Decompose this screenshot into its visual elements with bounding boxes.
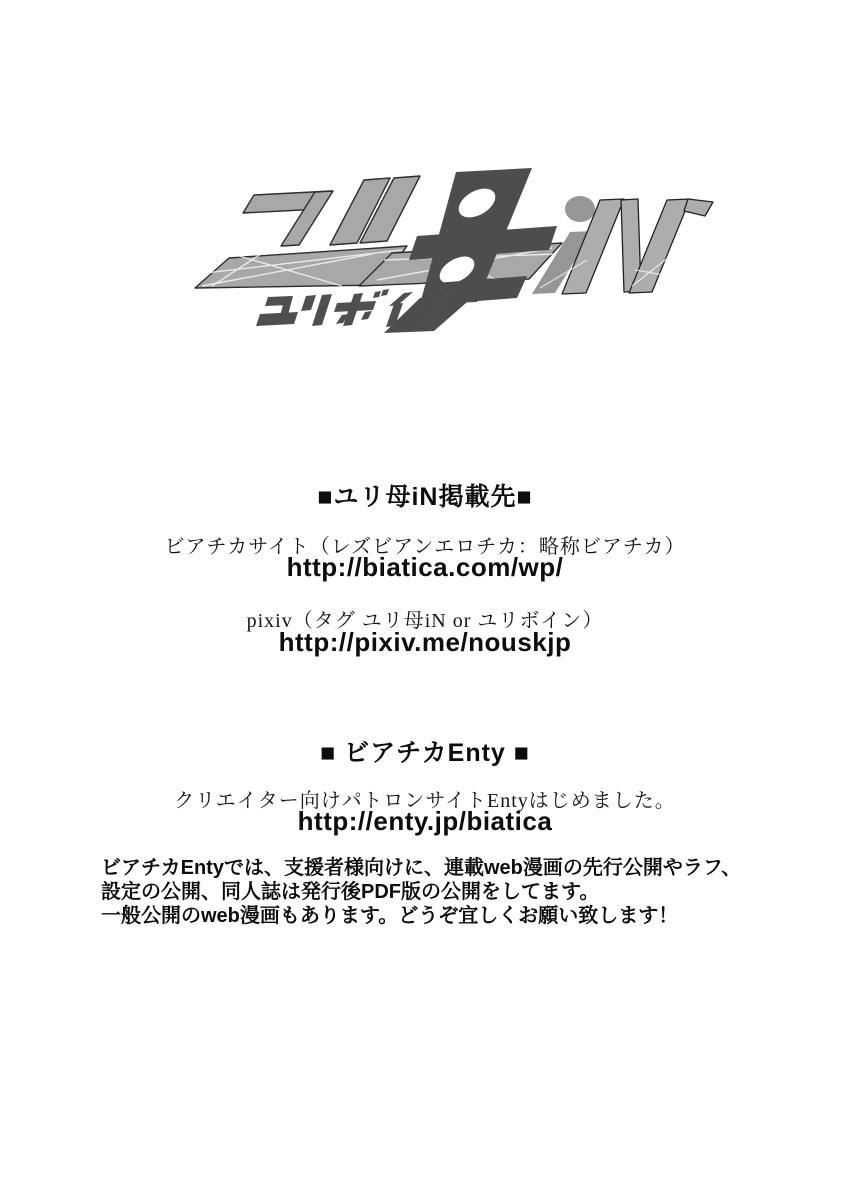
enty-description-line-3: 一般公開のweb漫画もあります。どうぞ宜しくお願い致します！ (101, 905, 679, 927)
pixiv-label: pixiv（タグ ユリ母iN or ユリボイン） (246, 610, 604, 632)
enty-url: http://enty.jp/biatica (297, 806, 553, 836)
yuriboin-logo (172, 158, 717, 340)
enty-description-line-2: 設定の公開、同人誌は発行後PDF版の公開をしてます。 (101, 881, 600, 903)
enty-label: クリエイター向けパトロンサイトEntyはじめました。 (174, 790, 676, 812)
logo-artwork (172, 158, 717, 340)
enty-heading: ■ ビアチカEnty ■ (320, 739, 530, 767)
biatica-site-url: http://biatica.com/wp/ (286, 552, 564, 582)
publication-heading: ■ユリ母iN掲載先■ (317, 483, 533, 511)
enty-description (101, 856, 791, 928)
pixiv-url: http://pixiv.me/nouskjp (278, 627, 572, 657)
biatica-site-label: ビアチカサイト（レズビアンエロチカ：略称ビアチカ） (164, 536, 686, 558)
enty-description-line-1: ビアチカEntyでは、支援者様向けに、連載web漫画の先行公開やラフ、 (101, 857, 742, 879)
